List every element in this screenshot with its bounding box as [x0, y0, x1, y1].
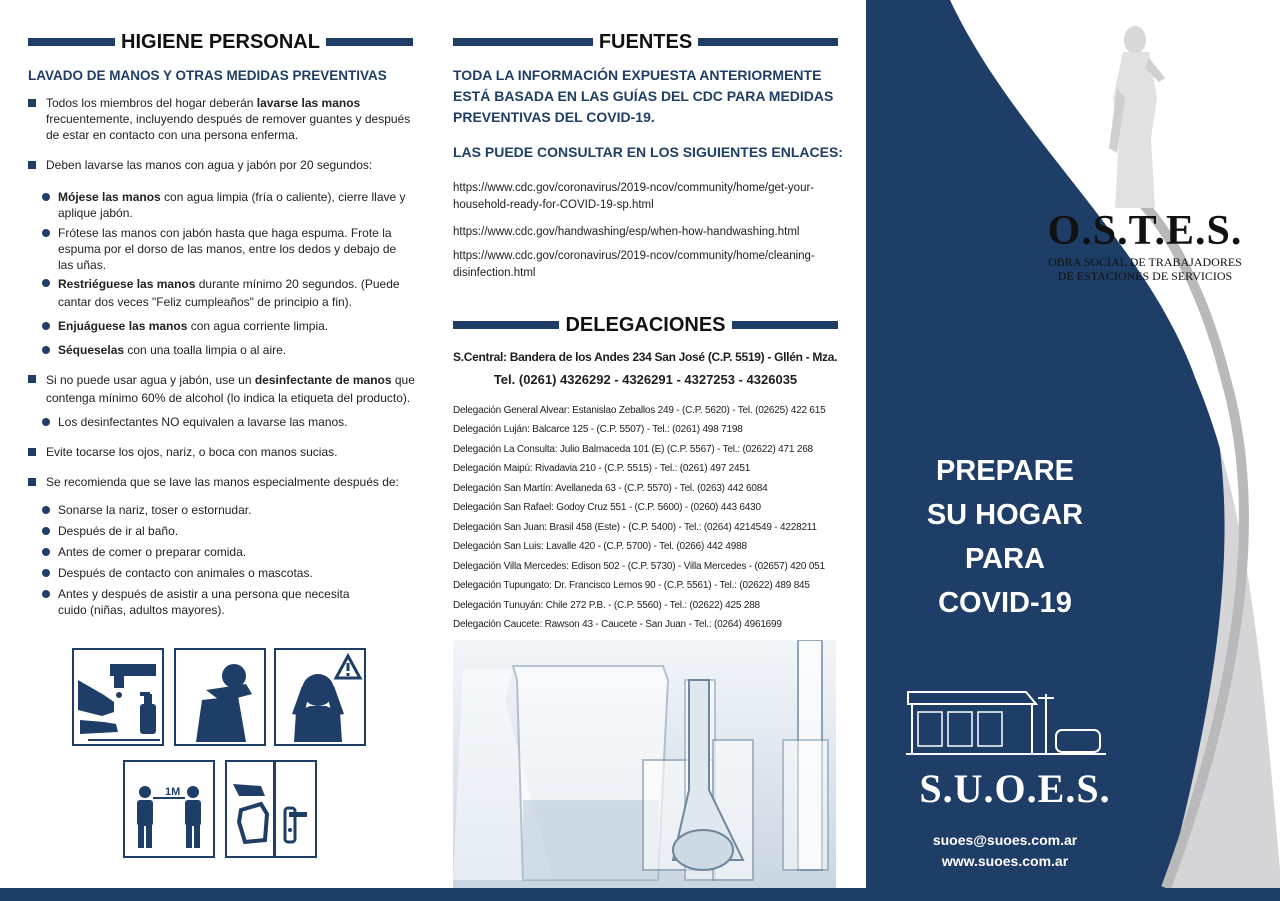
delegation-item: Delegación General Alvear: Estanislao Zeballos 249 - (C.P. 5620) - Tel. (02625) 422 615	[453, 405, 826, 416]
step-dry: Séqueselas con una toalla limpia o al aire.	[40, 342, 413, 358]
cover-title-line3: PARA	[964, 543, 1046, 575]
ostes-logo-text: O.S.T.E.S.	[1047, 208, 1243, 254]
no-touch-face-pictogram	[274, 648, 366, 746]
handwash-icon	[74, 650, 162, 744]
spray-disinfect-icon	[227, 762, 315, 856]
delegation-item: Delegación San Martín: Avellaneda 63 - (C.P. 5570) - Tel. (0263) 442 6084	[453, 483, 768, 494]
hand-washing-subtitle: LAVADO DE MANOS Y OTRAS MEDIDAS PREVENTIVAS	[28, 68, 387, 83]
delegation-item: Delegación San Rafael: Godoy Cruz 551 - (C.P. 5600) - (0260) 443 6430	[453, 502, 761, 513]
cdc-link-handwashing[interactable]: https://www.cdc.gov/handwashing/esp/when-how-handwashing.html	[453, 226, 800, 238]
lab-glassware-photo	[453, 640, 836, 888]
item-avoid-touching: Evite tocarse los ojos, nariz, o boca con manos sucias.	[28, 444, 413, 460]
suoes-logo-text: S.U.O.E.S.	[919, 766, 1111, 811]
contact-website[interactable]: www.suoes.com.ar	[941, 853, 1069, 869]
cover-title-line2: SU HOGAR	[926, 499, 1084, 531]
delegation-item: Delegación San Luis: Lavalle 420 - (C.P. 5700) - Tel. (0266) 442 4988	[453, 541, 747, 552]
delegation-item: Delegación Luján: Balcarce 125 - (C.P. 5507) - Tel.: (0261) 498 7198	[453, 424, 743, 435]
statue-icon	[1095, 18, 1170, 213]
ostes-name-line1: OBRA SOCIAL DE TRABAJADORES	[1048, 255, 1242, 269]
higiene-header	[28, 31, 413, 53]
social-distance-icon	[125, 762, 213, 856]
contact-email[interactable]: suoes@suoes.com.ar	[932, 832, 1078, 848]
gas-station-icon	[906, 684, 1106, 758]
handwash-pictogram	[72, 648, 164, 746]
after-bathroom: Después de ir al baño.	[40, 523, 413, 539]
ostes-name-line2: DE ESTACIONES DE SERVICIOS	[1057, 269, 1233, 283]
delegation-item: Delegación Villa Mercedes: Edison 502 - (C.P. 5730) - Villa Mercedes - (02657) 420 051	[453, 561, 825, 572]
cover-title-line4: COVID-19	[938, 587, 1072, 619]
lab-glassware-image	[453, 640, 836, 888]
fuentes-header-text: FUENTES	[598, 30, 693, 53]
delegaciones-header	[453, 314, 838, 336]
distance-pictogram	[123, 760, 215, 858]
higiene-header-text: HIGIENE PERSONAL	[121, 30, 320, 53]
bottom-strip	[0, 888, 1280, 901]
after-animals: Después de contacto con animales o mascotas.	[40, 565, 413, 581]
central-address: S.Central: Bandera de los Andes 234 San José (C.P. 5519) - Gllén - Mza.	[453, 350, 838, 364]
cover-title-line1: PREPARE	[935, 455, 1075, 487]
cough-elbow-icon	[176, 650, 264, 744]
central-phones: Tel. (0261) 4326292 - 4326291 - 4327253 - 4326035	[493, 372, 798, 387]
disinfect-pictogram	[225, 760, 317, 858]
delegation-item: Delegación Maipú: Rivadavia 210 - (C.P. 5515) - Tel.: (0261) 497 2451	[453, 463, 751, 474]
cdc-link-household[interactable]: https://www.cdc.gov/coronavirus/2019-ncov/community/home/get-your-household-ready-for-COVID-19-sp.html	[453, 182, 815, 211]
delegation-item: Delegación Tupungato: Dr. Francisco Lemos 90 - (C.P. 5561) - Tel.: (02622) 489 845	[453, 580, 810, 591]
cough-pictogram	[174, 648, 266, 746]
before-after-assist: Antes y después de asistir a una persona que necesita cuido (niñas, adultos mayores).	[40, 586, 360, 618]
delegaciones-header-text: DELEGACIONES	[565, 313, 726, 336]
cdc-link-cleaning[interactable]: https://www.cdc.gov/coronavirus/2019-ncov/community/home/cleaning-disinfection.html	[453, 250, 815, 279]
step-lather: Frótese las manos con jabón hasta que haga espuma. Frote la espuma por el dorso de las manos, entre los dedos y debajo de las uñas.	[40, 225, 413, 273]
distance-label: 1M	[165, 786, 181, 798]
item-20-seconds: Deben lavarse las manos con agua y jabón por 20 segundos:	[28, 157, 418, 173]
item-wash-hands: Todos los miembros del hogar deberán lavarse las manos frecuentemente, incluyendo después de remover guantes y después de estar en contacto con una persona enferma.	[28, 95, 413, 143]
delegation-item: Delegación Tunuyán: Chile 272 P.B. - (C.P. 5560) - Tel.: (02622) 425 288	[453, 600, 760, 611]
links-title: LAS PUEDE CONSULTAR EN LOS SIGUIENTES ENLACES:	[453, 144, 843, 160]
step-scrub: Restriéguese las manos durante mínimo 20 segundos. (Puede cantar dos veces "Feliz cumpleaños" de principio a fin).	[40, 275, 413, 311]
step-wet-hands: Mójese las manos con agua limpia (fría o caliente), cierre llave y aplique jabón.	[40, 189, 413, 221]
step-rinse: Enjuáguese las manos con agua corriente limpia.	[40, 318, 413, 334]
item-sanitizer: Si no puede usar agua y jabón, use un desinfectante de manos que contenga mínimo 60% de alcohol (lo indica la etiqueta del producto).	[28, 371, 415, 407]
delegation-item: Delegación San Juan: Brasil 458 (Este) - (C.P. 5400) - Tel.: (0264) 4214549 - 4228211	[453, 522, 817, 533]
touch-face-warning-icon	[276, 650, 364, 744]
delegation-item: Delegación Caucete: Rawson 43 - Caucete - San Juan - Tel.: (0264) 4961699	[453, 619, 782, 630]
sources-text: TODA LA INFORMACIÓN EXPUESTA ANTERIORMENTE ESTÁ BASADA EN LAS GUÍAS DEL CDC PARA MEDIDAS PREVENTIVAS DEL COVID-19.	[453, 67, 834, 125]
before-eating: Antes de comer o preparar comida.	[40, 544, 413, 560]
fuentes-header	[453, 31, 838, 53]
delegation-item: Delegación La Consulta: Julio Balmaceda 101 (E) (C.P. 5567) - Tel.: (02622) 471 268	[453, 444, 813, 455]
after-sneeze: Sonarse la nariz, toser o estornudar.	[40, 502, 413, 518]
item-recommend: Se recomienda que se lave las manos especialmente después de:	[28, 474, 413, 490]
sanitizer-note: Los desinfectantes NO equivalen a lavarse las manos.	[40, 414, 413, 430]
